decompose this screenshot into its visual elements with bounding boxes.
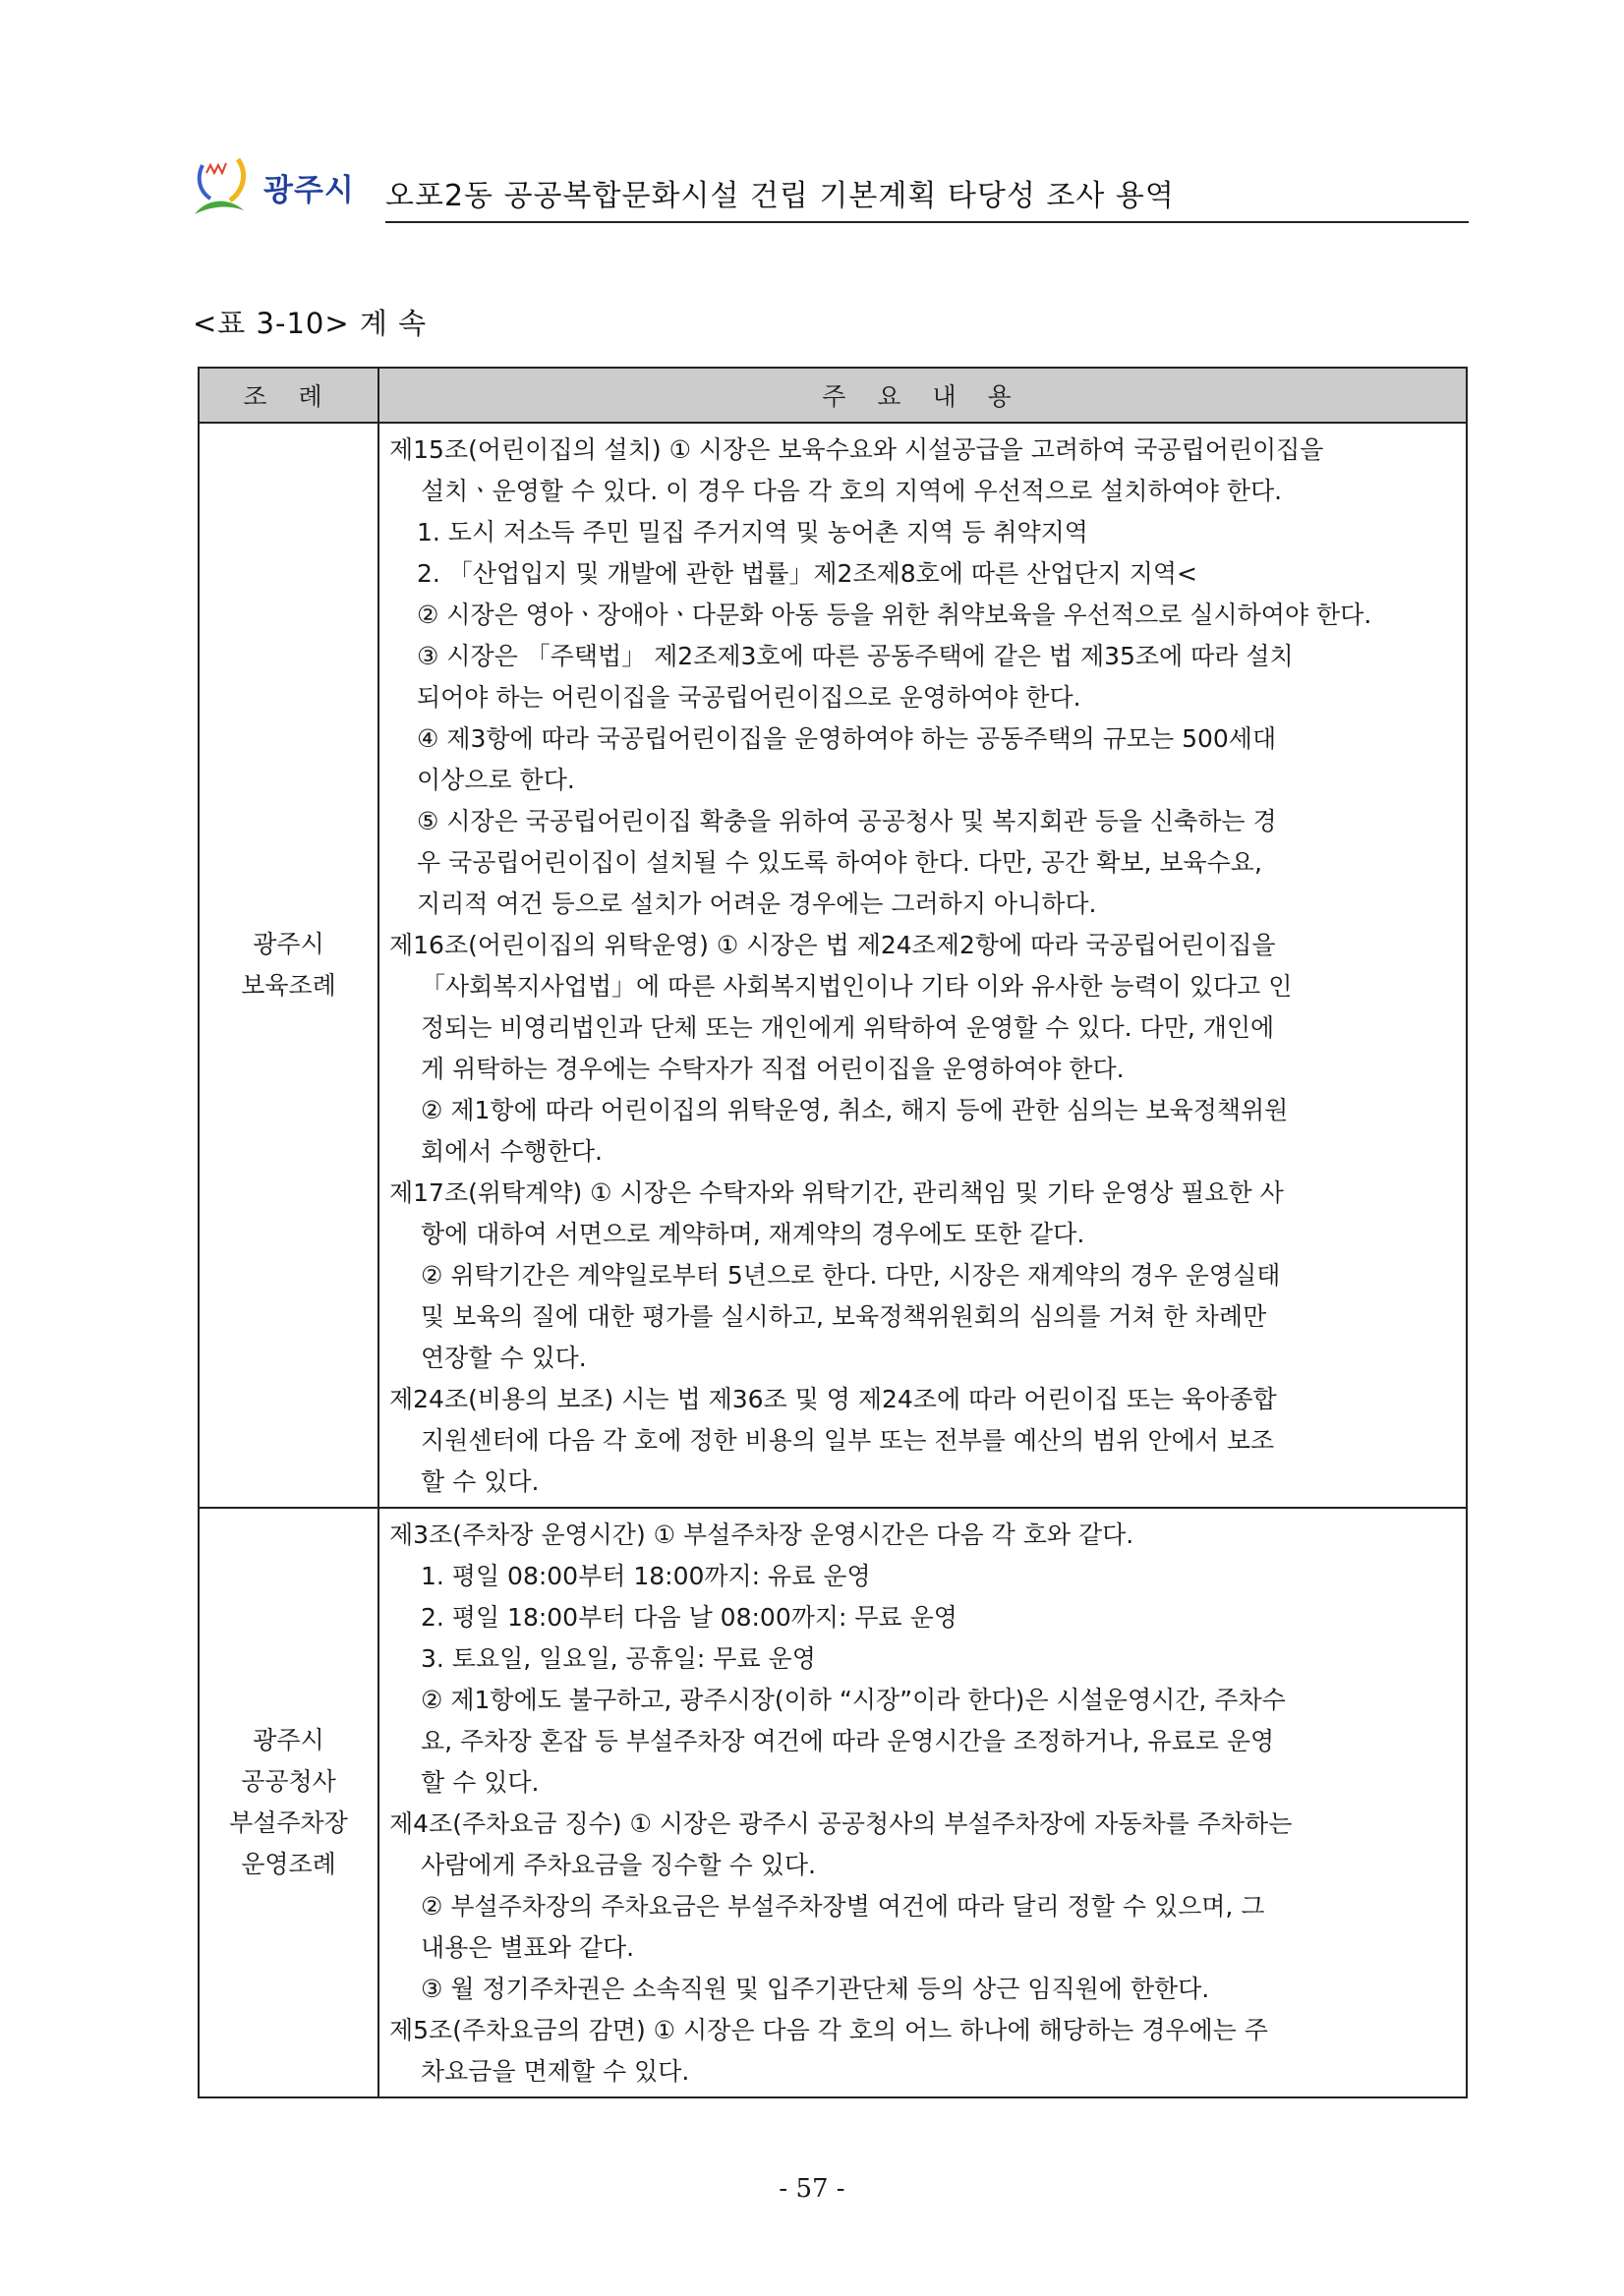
article-line: 제24조(비용의 보조) 시는 법 제36조 및 영 제24조에 따라 어린이집 또는 육아종합 bbox=[389, 1385, 1277, 1413]
article-clause-line: ② 위탁기간은 계약일로부터 5년으로 한다. 다만, 시장은 재계약의 경우 운영실태 bbox=[421, 1261, 1281, 1290]
ordinance-name-cell bbox=[199, 423, 378, 1508]
article-clause-line: 사람에게 주차요금을 징수할 수 있다. bbox=[421, 1851, 816, 1879]
article-clause-line: 「사회복지사업법」에 따른 사회복지법인이나 기타 이와 유사한 능력이 있다고 인 bbox=[421, 972, 1293, 1001]
ordinance-name-cell bbox=[199, 1508, 378, 2097]
article-clause-line: ③ 시장은 「주택법」 제2조제3호에 따른 공동주택에 같은 법 제35조에 따라 설치 bbox=[417, 642, 1294, 670]
header-divider bbox=[385, 221, 1469, 223]
ordinance-name-line: 광주시 bbox=[253, 930, 324, 958]
article-clause-line: 할 수 있다. bbox=[421, 1467, 540, 1496]
article-clause-line: 및 보육의 질에 대한 평가를 실시하고, 보육정책위원회의 심의를 거쳐 한 차례만 bbox=[421, 1302, 1267, 1331]
article-clause-line: 요, 주차장 혼잡 등 부설주차장 여건에 따라 운영시간을 조정하거나, 유료로 운영 bbox=[421, 1727, 1275, 1755]
main-content-cell bbox=[378, 423, 1467, 1508]
article-line: 제17조(위탁계약) ① 시장은 수탁자와 위탁기간, 관리책임 및 기타 운영상 필요한 사 bbox=[389, 1178, 1284, 1207]
header-main-content: 주 요 내 용 bbox=[378, 368, 1467, 423]
article-line: 제3조(주차장 운영시간) ① 부설주차장 운영시간은 다음 각 호와 같다. bbox=[389, 1521, 1134, 1549]
ordinance-name-line: 운영조례 bbox=[241, 1850, 336, 1878]
ordinance-name-line: 공공청사 bbox=[241, 1767, 336, 1796]
article-clause-line: ② 시장은 영아ㆍ장애아ㆍ다문화 아동 등을 위한 취약보육을 우선적으로 실시하여야 한다. bbox=[417, 601, 1372, 629]
article-clause-line: 정되는 비영리법인과 단체 또는 개인에게 위탁하여 운영할 수 있다. 다만, 개인에 bbox=[421, 1013, 1275, 1042]
article-line: 제4조(주차요금 징수) ① 시장은 광주시 공공청사의 부설주차장에 자동차를 주차하는 bbox=[389, 1809, 1293, 1838]
article-line: 제16조(어린이집의 위탁운영) ① 시장은 법 제24조제2항에 따라 국공립어린이집을 bbox=[389, 931, 1276, 959]
article-clause-line: 연장할 수 있다. bbox=[421, 1344, 587, 1372]
article-clause-line: 게 위탁하는 경우에는 수탁자가 직접 어린이집을 운영하여야 한다. bbox=[421, 1055, 1125, 1083]
article-clause-line: 1. 도시 저소득 주민 밀집 주거지역 및 농어촌 지역 등 취약지역 bbox=[417, 518, 1088, 546]
city-logo-text: 광주시 bbox=[263, 173, 355, 208]
article-clause-line: 지원센터에 다음 각 호에 정한 비용의 일부 또는 전부를 예산의 범위 안에서 보조 bbox=[421, 1426, 1275, 1455]
ordinance-name-line: 광주시 bbox=[253, 1726, 324, 1754]
ordinance-name-line: 보육조례 bbox=[241, 971, 336, 1000]
article-clause-line: ④ 제3항에 따라 국공립어린이집을 운영하여야 하는 공동주택의 규모는 500세대 bbox=[417, 724, 1277, 753]
article-clause-line: 차요금을 면제할 수 있다. bbox=[421, 2057, 690, 2086]
article-clause-line: ⑤ 시장은 국공립어린이집 확충을 위하여 공공청사 및 복지회관 등을 신축하는 경 bbox=[417, 807, 1277, 835]
article-clause-line: 이상으로 한다. bbox=[417, 766, 575, 794]
article-clause-line: ② 부설주차장의 주차요금은 부설주차장별 여건에 따라 달리 정할 수 있으며, 그 bbox=[421, 1892, 1265, 1921]
main-content-cell bbox=[378, 1508, 1467, 2097]
article-clause-line: 할 수 있다. bbox=[421, 1768, 540, 1797]
article-clause-line: 2. 평일 18:00부터 다음 날 08:00까지: 무료 운영 bbox=[421, 1603, 957, 1632]
article-clause-line: 설치ㆍ운영할 수 있다. 이 경우 다음 각 호의 지역에 우선적으로 설치하여야 한다. bbox=[421, 477, 1283, 505]
page-header bbox=[193, 147, 1471, 226]
ordinance-name-line: 부설주차장 bbox=[229, 1808, 348, 1837]
gwangju-city-emblem-icon bbox=[193, 155, 252, 220]
article-clause-line: 1. 평일 08:00부터 18:00까지: 유료 운영 bbox=[421, 1562, 871, 1590]
table-row bbox=[199, 423, 1467, 1508]
article-clause-line: 3. 토요일, 일요일, 공휴일: 무료 운영 bbox=[421, 1644, 816, 1673]
article-clause-line: 지리적 여건 등으로 설치가 어려운 경우에는 그러하지 아니하다. bbox=[417, 890, 1097, 918]
article-clause-line: ③ 월 정기주차권은 소속직원 및 입주기관단체 등의 상근 임직원에 한한다. bbox=[421, 1975, 1210, 2003]
table-caption: <표 3-10> 계 속 bbox=[193, 307, 428, 340]
header-ordinance: 조 례 bbox=[199, 368, 378, 423]
article-clause-line: 우 국공립어린이집이 설치될 수 있도록 하여야 한다. 다만, 공간 확보, 보육수요, bbox=[417, 848, 1262, 877]
table-row bbox=[199, 1508, 1467, 2097]
ordinance-table bbox=[198, 367, 1468, 2098]
page-number: - 57 - bbox=[779, 2174, 845, 2204]
article-clause-line: ② 제1항에도 불구하고, 광주시장(이하 “시장”이라 한다)은 시설운영시간, 주차수 bbox=[421, 1686, 1286, 1714]
article-clause-line: 회에서 수행한다. bbox=[421, 1137, 603, 1166]
document-title: 오포2동 공공복합문화시설 건립 기본계획 타당성 조사 용역 bbox=[385, 179, 1175, 213]
article-clause-line: 2. 「산업입지 및 개발에 관한 법률」제2조제8호에 따른 산업단지 지역< bbox=[417, 559, 1197, 588]
article-clause-line: 되어야 하는 어린이집을 국공립어린이집으로 운영하여야 한다. bbox=[417, 683, 1081, 712]
article-line: 제5조(주차요금의 감면) ① 시장은 다음 각 호의 어느 하나에 해당하는 경우에는 주 bbox=[389, 2016, 1268, 2044]
article-line: 제15조(어린이집의 설치) ① 시장은 보육수요와 시설공급을 고려하여 국공립어린이집을 bbox=[389, 435, 1324, 464]
table-header-row bbox=[199, 368, 1467, 423]
article-clause-line: ② 제1항에 따라 어린이집의 위탁운영, 취소, 해지 등에 관한 심의는 보육정책위원 bbox=[421, 1096, 1289, 1124]
article-clause-line: 항에 대하여 서면으로 계약하며, 재계약의 경우에도 또한 같다. bbox=[421, 1220, 1085, 1248]
article-clause-line: 내용은 별표와 같다. bbox=[421, 1933, 635, 1962]
